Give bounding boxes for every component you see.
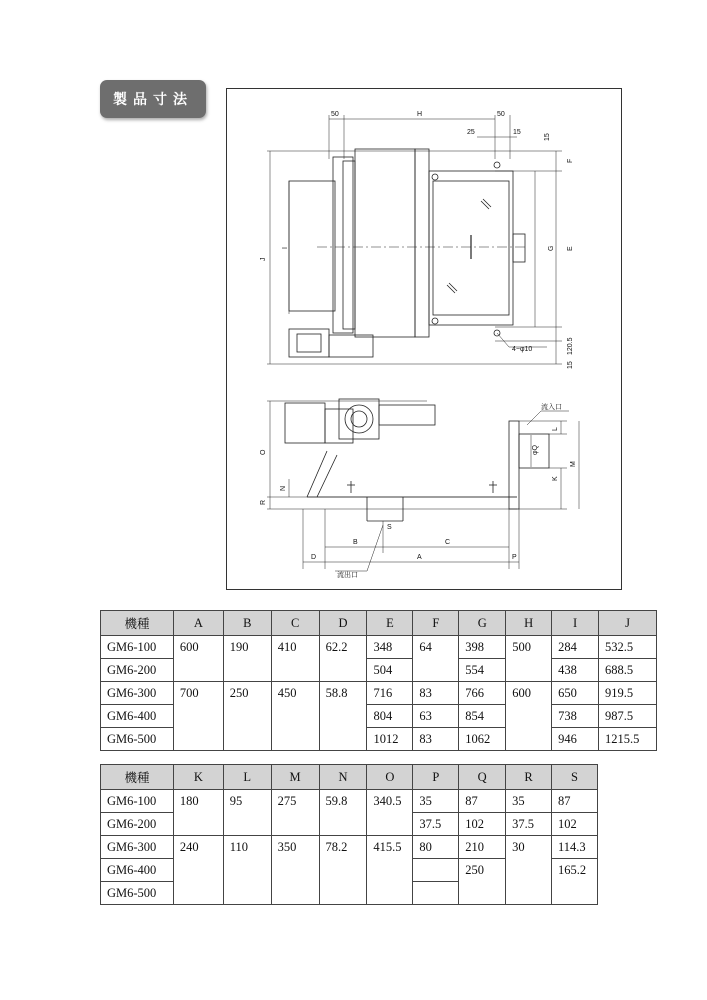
table-cell: 190 xyxy=(223,636,271,659)
table-cell: 504 xyxy=(367,659,413,682)
spec-table-2 xyxy=(100,764,598,905)
table-cell: 210 xyxy=(459,836,506,859)
dim-label-15-bottom: 15 xyxy=(567,361,574,369)
table-cell xyxy=(459,882,506,905)
dim-label-J: J xyxy=(260,257,267,261)
table-cell: 165.2 xyxy=(552,859,598,882)
table-cell xyxy=(506,882,552,905)
dim-label-H: H xyxy=(417,111,423,118)
table2-header-row xyxy=(101,765,598,790)
table-cell xyxy=(271,859,319,882)
dim-label-L: L xyxy=(552,427,559,431)
dim-label-50-left: 50 xyxy=(331,111,339,118)
table-cell: 284 xyxy=(552,636,599,659)
table-cell: GM6-200 xyxy=(101,659,174,682)
table2-header: R xyxy=(506,765,552,790)
table-cell: 348 xyxy=(367,636,413,659)
table2-header: N xyxy=(319,765,367,790)
dim-label-15-top: 15 xyxy=(544,133,551,141)
table-row xyxy=(101,682,657,705)
table-cell xyxy=(223,659,271,682)
table-cell: 63 xyxy=(413,705,459,728)
section-title: 製品寸法 xyxy=(113,92,193,108)
table-cell xyxy=(367,882,413,905)
table-cell: 600 xyxy=(506,682,552,705)
table-cell: 600 xyxy=(173,636,223,659)
dim-label-C: C xyxy=(445,539,451,546)
table-cell: 275 xyxy=(271,790,319,813)
table-cell xyxy=(173,882,223,905)
section-title-badge xyxy=(100,80,206,118)
table-cell: 102 xyxy=(459,813,506,836)
table-cell: GM6-500 xyxy=(101,882,174,905)
table-cell: GM6-300 xyxy=(101,836,174,859)
table-cell: 87 xyxy=(552,790,598,813)
table2-header: O xyxy=(367,765,413,790)
table-cell: 110 xyxy=(223,836,271,859)
dim-label-F: F xyxy=(567,158,574,163)
table2-header: M xyxy=(271,765,319,790)
table-cell xyxy=(173,859,223,882)
table1-header: E xyxy=(367,611,413,636)
table-cell xyxy=(413,882,459,905)
table-cell: 554 xyxy=(459,659,506,682)
spec-table-1 xyxy=(100,610,657,751)
dim-label-D: D xyxy=(311,554,317,561)
table-cell: 688.5 xyxy=(599,659,657,682)
table-cell: GM6-300 xyxy=(101,682,174,705)
table-cell: 766 xyxy=(459,682,506,705)
table-cell: 95 xyxy=(223,790,271,813)
table-cell: 738 xyxy=(552,705,599,728)
outlet-label: 流出口 xyxy=(337,572,358,579)
table-cell xyxy=(506,659,552,682)
table-cell xyxy=(367,859,413,882)
table-cell xyxy=(173,813,223,836)
table-cell: 37.5 xyxy=(413,813,459,836)
table-cell xyxy=(223,882,271,905)
table-cell: 410 xyxy=(271,636,319,659)
table2-header: 機種 xyxy=(101,765,174,790)
dim-label-M: M xyxy=(570,461,577,467)
table-cell: 102 xyxy=(552,813,598,836)
table2-header: L xyxy=(223,765,271,790)
table-cell xyxy=(223,705,271,728)
table-cell xyxy=(223,859,271,882)
table-cell: 987.5 xyxy=(599,705,657,728)
table-cell xyxy=(319,728,367,751)
dim-label-R: R xyxy=(260,499,267,505)
dim-label-O: O xyxy=(260,449,267,455)
table1-header-row xyxy=(101,611,657,636)
table-cell xyxy=(271,728,319,751)
table2-header: Q xyxy=(459,765,506,790)
dim-label-B: B xyxy=(353,539,358,546)
table-cell: 83 xyxy=(413,728,459,751)
table-cell: 35 xyxy=(506,790,552,813)
dim-label-E: E xyxy=(567,246,574,251)
table-cell: 58.8 xyxy=(319,682,367,705)
table-cell xyxy=(319,882,367,905)
drawing-svg xyxy=(227,89,623,591)
table-cell: 250 xyxy=(223,682,271,705)
table-cell: 240 xyxy=(173,836,223,859)
table-row xyxy=(101,813,598,836)
table-cell xyxy=(173,728,223,751)
table-cell: 1012 xyxy=(367,728,413,751)
table-cell: 532.5 xyxy=(599,636,657,659)
table-cell: GM6-500 xyxy=(101,728,174,751)
dimension-drawing xyxy=(226,88,622,590)
table-cell: 78.2 xyxy=(319,836,367,859)
table-cell xyxy=(271,882,319,905)
dim-label-phiQ: φQ xyxy=(532,445,539,455)
table-cell: 83 xyxy=(413,682,459,705)
table-cell: 450 xyxy=(271,682,319,705)
inlet-label: 流入口 xyxy=(541,404,562,411)
table-cell: 180 xyxy=(173,790,223,813)
table-cell xyxy=(271,659,319,682)
table-cell: GM6-400 xyxy=(101,705,174,728)
table-cell xyxy=(367,813,413,836)
table-row xyxy=(101,859,598,882)
table-cell: 415.5 xyxy=(367,836,413,859)
table1-header: B xyxy=(223,611,271,636)
table-cell: 700 xyxy=(173,682,223,705)
table-cell xyxy=(223,728,271,751)
table-row xyxy=(101,659,657,682)
table1-header: I xyxy=(552,611,599,636)
table-cell: 62.2 xyxy=(319,636,367,659)
table-row xyxy=(101,636,657,659)
table-cell: 854 xyxy=(459,705,506,728)
table-cell xyxy=(413,659,459,682)
table-cell: 59.8 xyxy=(319,790,367,813)
table-cell xyxy=(173,659,223,682)
table-cell: GM6-100 xyxy=(101,790,174,813)
table-cell: 80 xyxy=(413,836,459,859)
table2-header: P xyxy=(413,765,459,790)
table-cell: 37.5 xyxy=(506,813,552,836)
table-cell: 30 xyxy=(506,836,552,859)
dim-label-S: S xyxy=(387,524,392,531)
table-row xyxy=(101,882,598,905)
dim-label-K: K xyxy=(552,476,559,481)
table-row xyxy=(101,836,598,859)
table-cell xyxy=(319,705,367,728)
table-cell xyxy=(173,705,223,728)
dim-label-15: 15 xyxy=(513,129,521,136)
table1-header: G xyxy=(459,611,506,636)
table-cell: 87 xyxy=(459,790,506,813)
table-cell: 114.3 xyxy=(552,836,598,859)
dim-label-25: 25 xyxy=(467,129,475,136)
table-cell: 1062 xyxy=(459,728,506,751)
table-cell xyxy=(319,659,367,682)
table-cell: 438 xyxy=(552,659,599,682)
dim-label-50-right: 50 xyxy=(497,111,505,118)
table-cell xyxy=(319,859,367,882)
dim-label-P: P xyxy=(512,554,517,561)
dim-label-N: N xyxy=(280,485,287,491)
table-row xyxy=(101,790,598,813)
table-cell: 35 xyxy=(413,790,459,813)
table-cell: GM6-200 xyxy=(101,813,174,836)
dim-label-G: G xyxy=(548,245,555,251)
table-cell: 350 xyxy=(271,836,319,859)
table-cell: 64 xyxy=(413,636,459,659)
table-cell: GM6-400 xyxy=(101,859,174,882)
table-cell xyxy=(319,813,367,836)
table-cell xyxy=(506,705,552,728)
table1-header: A xyxy=(173,611,223,636)
table-cell xyxy=(271,813,319,836)
dim-label-I: I xyxy=(282,247,289,249)
table-cell: 500 xyxy=(506,636,552,659)
table-cell xyxy=(271,705,319,728)
table1-header: C xyxy=(271,611,319,636)
table2-header: S xyxy=(552,765,598,790)
table1-header: F xyxy=(413,611,459,636)
table-cell: 1215.5 xyxy=(599,728,657,751)
table1-header: J xyxy=(599,611,657,636)
dim-label-120-5: 120.5 xyxy=(567,337,574,355)
table-cell: 946 xyxy=(552,728,599,751)
table-cell xyxy=(506,859,552,882)
table-cell xyxy=(223,813,271,836)
table-cell: 716 xyxy=(367,682,413,705)
hole-label: 4−φ10 xyxy=(512,346,533,353)
table-cell: 919.5 xyxy=(599,682,657,705)
table-cell: 250 xyxy=(459,859,506,882)
table-cell xyxy=(552,882,598,905)
table-cell xyxy=(413,859,459,882)
table1-header: 機種 xyxy=(101,611,174,636)
table-cell: 398 xyxy=(459,636,506,659)
table-cell: GM6-100 xyxy=(101,636,174,659)
table-cell: 804 xyxy=(367,705,413,728)
dim-label-A: A xyxy=(417,554,422,561)
table-cell: 650 xyxy=(552,682,599,705)
table2-header: K xyxy=(173,765,223,790)
table1-header: D xyxy=(319,611,367,636)
table-row xyxy=(101,705,657,728)
table-cell: 340.5 xyxy=(367,790,413,813)
table-row xyxy=(101,728,657,751)
table-cell xyxy=(506,728,552,751)
table1-header: H xyxy=(506,611,552,636)
